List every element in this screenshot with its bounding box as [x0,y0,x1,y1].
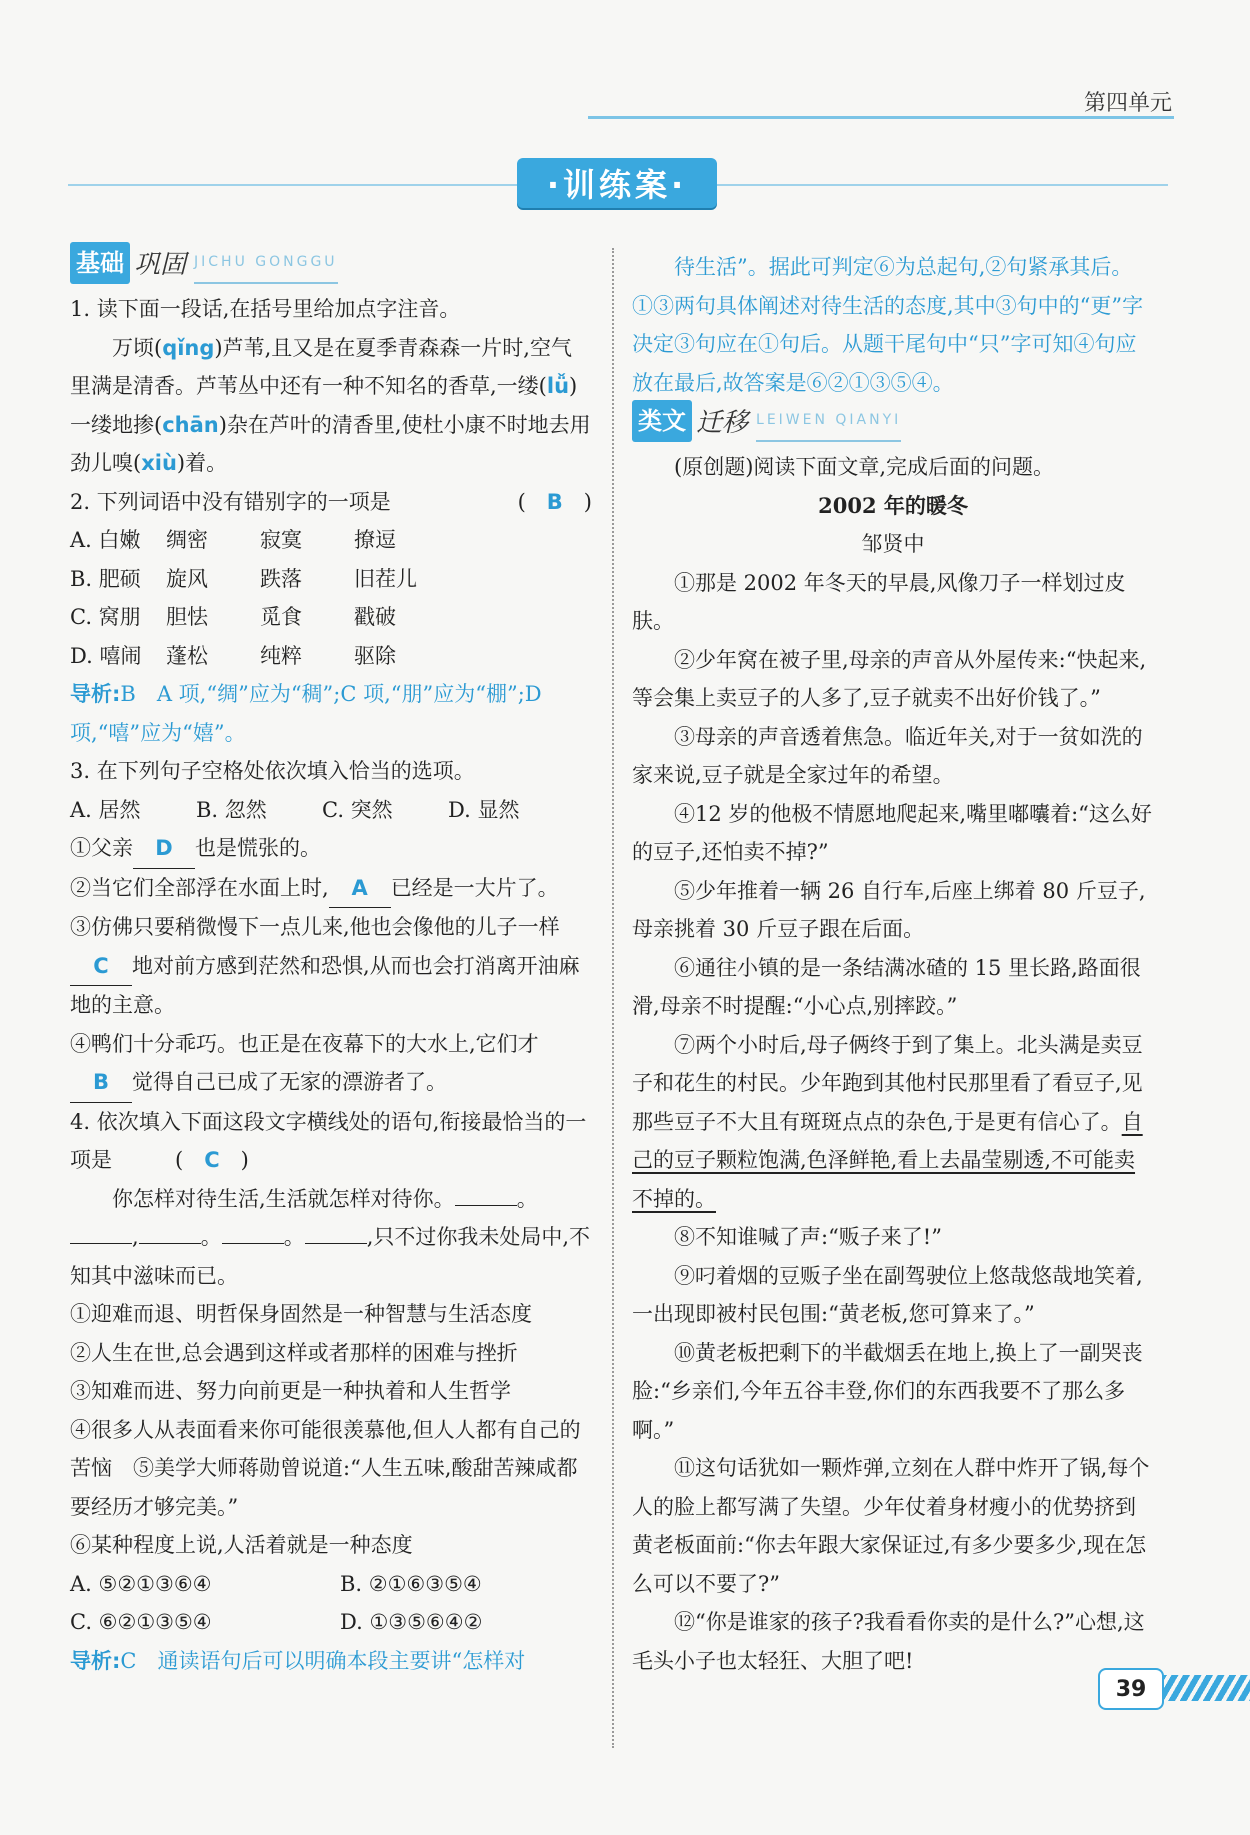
fill-passage: 你怎样对待生活,生活就怎样对待你。 。, 。 。 ,只不过你我未处局中,不知其中滋味而已。 [70,1186,591,1288]
question-3 [70,752,592,1103]
section-header-basics [70,248,592,284]
question-passage: 万顷(qǐng)芦苇,且又是在夏季青森森一片时,空气里满是清香。芦苇丛中还有一种不知名的香草,一缕(lǚ)一缕地掺(chān)杂在芦叶的清香里,使杜小康不时地去用劲儿嗅(xiù)着。 [70,335,591,475]
option-row: A. 居然 B. 忽然 C. 突然 D. 显然 [70,797,520,822]
page-title: ·训练案· [517,158,717,208]
article-paragraph: ⑥通往小镇的是一条结满冰碴的 15 里长路,路面很滑,母亲不时提醒:“小心点,别摔跤。” [632,955,1141,1018]
statement-item: ①迎难而退、明哲保身固然是一种智慧与生活态度 [70,1302,532,1326]
answer-blank: A [329,869,391,909]
option-row: A. 白嫩 绸密 寂寞 撩逗 [70,528,396,552]
answer-choice: B [546,489,563,514]
option-row: D. 嘻闹 蓬松 纯粹 驱除 [70,643,396,668]
option-row: B. 肥硕 旋风 跌落 旧茬儿 [70,566,417,591]
answer-blank: C [70,947,132,987]
article-paragraph: ①那是 2002 年冬天的早晨,风像刀子一样划过皮肤。 [632,570,1126,633]
left-column [70,248,592,1680]
section-pinyin: JICHU GONGGU [194,243,338,285]
explanation-continued: 待生活”。据此可判定⑥为总起句,②句紧承其后。①③两句具体阐述对待生活的态度,其中③句中的“更”字决定③句应在①句后。从题干尾句中“只”字可知④句应放在最后,故答案是⑥②①③⑤④。 [632,255,1144,395]
unit-label: 第四单元 [1083,91,1172,116]
right-column [632,248,1154,1680]
article-paragraph: ④12 岁的他极不情愿地爬起来,嘴里嘟囔着:“这么好的豆子,还怕卖不掉?” [632,801,1152,864]
section-header-reading [632,406,1154,442]
option-row: C. ⑥②①③⑤④ D. ①③⑤⑥④② [70,1610,483,1634]
article-paragraph: ⑩黄老板把剩下的半截烟丢在地上,换上了一副哭丧脸:“乡亲们,今年五谷丰登,你们的东西我要不了那么多啊。” [632,1340,1143,1442]
article-title: 2002 年的暖冬 [818,492,968,518]
statement-item: ④很多人从表面看来你可能很羡慕他,但人人都有自己的苦恼 ⑤美学大师蒋勋曾说道:“人生五味,酸甜苦辣咸都要经历才够完美。” [70,1417,581,1519]
section-tag-rest: 巩固 [134,249,187,280]
article-author: 邹贤中 [861,532,925,556]
answer-pinyin: xiù [141,451,177,475]
article-paragraph: ②少年窝在被子里,母亲的声音从外屋传来:“快起来,等会集上卖豆子的人多了,豆子就卖不出好价钱了。” [632,647,1147,710]
article-paragraph: ⑫“你是谁家的孩子?我看看你卖的是什么?”心想,这毛头小子也太轻狂、大胆了吧! [632,1610,1145,1673]
article-paragraph: ⑦两个小时后,母子俩终于到了集上。北头满是卖豆子和花生的村民。少年跑到其他村民那里看了看豆子,见那些豆子不大且有斑斑点点的杂色,于是更有信心了。自己的豆子颗粒饱满,色泽鲜艳,看上去晶莹剔透,不可能卖不掉的。 [632,1032,1143,1211]
question-stem: 3. 在下列句子空格处依次填入恰当的选项。 [70,759,475,783]
underlined-sentence: 自己的豆子颗粒饱满,色泽鲜艳,看上去晶莹剔透,不可能卖不掉的。 [632,1109,1143,1211]
section-tag: 基础 [70,242,130,285]
question-2 [70,483,592,753]
article-paragraph: ⑨叼着烟的豆贩子坐在副驾驶位上悠哉悠哉地笑着,一出现即被村民包围:“黄老板,您可算来了。” [632,1263,1143,1326]
explanation: 导析:B A 项,“绸”应为“稠”;C 项,“朋”应为“棚”;D 项,“嘻”应为“嬉”。 [70,682,542,745]
question-stem: 2. 下列词语中没有错别字的一项是 ( B ) [70,489,592,514]
fill-sentence: ④鸭们十分乖巧。也正是在夜幕下的大水上,它们才B 觉得自己已成了无家的漂游者了。 [70,1025,592,1103]
explanation: 导析:C 通读语句后可以明确本段主要讲“怎样对 [70,1648,526,1673]
answer-pinyin: qǐng [162,335,215,360]
question-4 [70,1103,592,1681]
article-paragraph: ⑧不知谁喊了声:“贩子来了!” [674,1225,942,1249]
question-stem: 1. 读下面一段话,在括号里给加点字注音。 [70,297,461,321]
statement-item: ②人生在世,总会遇到这样或者那样的困难与挫折 [70,1340,518,1365]
reading-intro: (原创题)阅读下面文章,完成后面的问题。 [674,455,1055,479]
article-paragraph: ⑤少年推着一辆 26 自行车,后座上绑着 80 斤豆子,母亲挑着 30 斤豆子跟在后面。 [632,878,1146,941]
page-number: 39 [1098,1668,1164,1710]
option-row: C. 窝朋 胆怯 觅食 戳破 [70,605,396,629]
unit-underline [588,116,1174,119]
section-tag: 类文 [632,400,692,443]
fill-sentence: ①父亲 D 也是慌张的。 [70,829,592,869]
statement-item: ③知难而进、努力向前更是一种执着和人生哲学 [70,1379,511,1403]
section-pinyin: LEIWEN QIANYI [756,401,901,443]
answer-blank: D [133,829,195,869]
page-number-stripe [1160,1675,1250,1701]
article-paragraph: ⑪这句话犹如一颗炸弹,立刻在人群中炸开了锅,每个人的脸上都写满了失望。少年仗着身材瘦小的优势挤到黄老板面前:“你去年跟大家保证过,有多少要多少,现在怎么可以不要了?” [632,1456,1150,1596]
section-tag-rest: 迁移 [696,407,749,438]
article-paragraph: ③母亲的声音透着焦急。临近年关,对于一贫如洗的家来说,豆子就是全家过年的希望。 [632,724,1143,787]
answer-blank: B [70,1063,132,1103]
answer-choice: C [204,1148,220,1172]
option-row: A. ⑤②①③⑥④ B. ②①⑥③⑤④ [70,1571,482,1596]
column-divider [612,248,614,1748]
fill-sentence: ②当它们全部浮在水面上时, A 已经是一大片了。 [70,869,592,909]
statement-item: ⑥某种程度上说,人活着就是一种态度 [70,1533,413,1557]
fill-sentence: ③仿佛只要稍微慢下一点儿来,他也会像他的儿子一样C 地对前方感到茫然和恐惧,从而也会打消离开油麻地的主意。 [70,915,580,1017]
question-1 [70,290,592,483]
answer-pinyin: chān [162,412,219,437]
answer-pinyin: lǚ [546,374,570,398]
question-stem: 4. 依次填入下面这段文字横线处的语句,衔接最恰当的一项是 ( C ) [70,1109,587,1172]
